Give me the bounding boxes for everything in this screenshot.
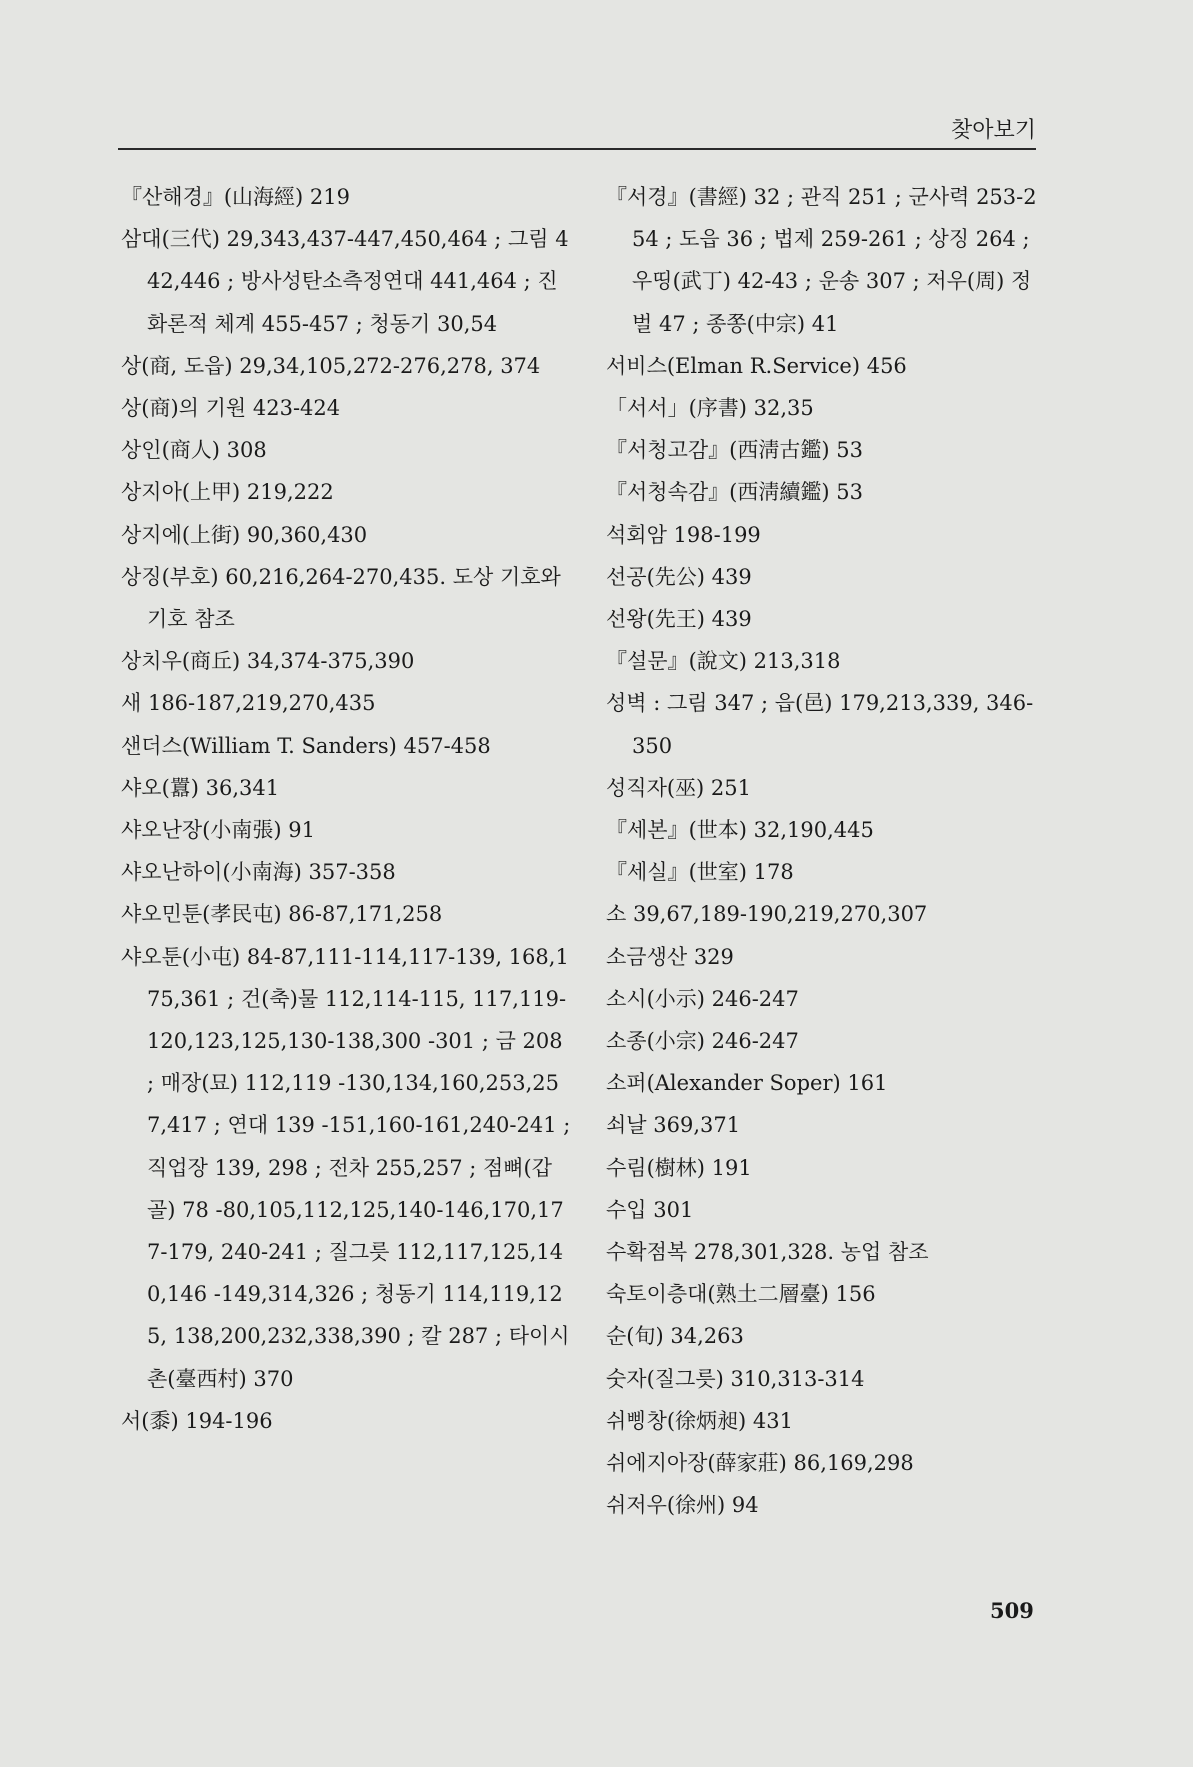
index-entry: 삼대(三代) 29,343,437-447,450,464 ; 그림 442,446 ; 방사성탄소측정연대 441,464 ; 진화론적 체계 455-457 ; 청동기 30,54 <box>121 227 569 336</box>
index-entry: 수림(樹林) 191 <box>606 1155 752 1180</box>
header-rule <box>118 148 1036 150</box>
index-entry: 『서청속감』(西淸續鑑) 53 <box>606 480 863 505</box>
index-entry: 『서청고감』(西淸古鑑) 53 <box>606 438 863 463</box>
index-entry: 『세실』(世室) 178 <box>606 860 794 885</box>
page-number: 509 <box>990 1598 1034 1623</box>
index-entry: 소시(小示) 246-247 <box>606 986 799 1011</box>
index-entry: 새 186-187,219,270,435 <box>121 691 376 716</box>
index-entry: 샌더스(William T. Sanders) 457-458 <box>121 733 491 758</box>
index-entry: 쉬삥창(徐炳昶) 431 <box>606 1408 794 1433</box>
index-entry: 소종(小宗) 246-247 <box>606 1029 799 1054</box>
index-entry: 성직자(巫) 251 <box>606 775 752 800</box>
index-entry: 상징(부호) 60,216,264-270,435. 도상 기호와 기호 참조 <box>121 564 561 632</box>
index-entry: 『산해경』(山海經) 219 <box>121 185 351 209</box>
index-entry: 『세본』(世本) 32,190,445 <box>606 818 874 843</box>
index-entry: 상지아(上甲) 219,222 <box>121 480 334 505</box>
index-entry: 선공(先公) 439 <box>606 564 752 589</box>
index-entry: 수확점복 278,301,328. 농업 참조 <box>606 1240 929 1265</box>
index-entry: 『설문』(說文) 213,318 <box>606 649 841 674</box>
index-column-right <box>606 176 1046 1527</box>
index-entry: 상(商, 도읍) 29,34,105,272-276,278, 374 <box>121 353 541 378</box>
index-entry: 상지에(上街) 90,360,430 <box>121 522 368 547</box>
index-column-left <box>121 176 576 1442</box>
index-entry: 순(旬) 34,263 <box>606 1324 744 1349</box>
index-entry: 샤오툰(小屯) 84-87,111-114,117-139, 168,175,361 ; 건(축)물 112,114-115, 117,119-120,123,125,130-138,300 -301 ; 금 208 ; 매장(묘) 112,119 -130,134,160,253,257,417 ; 연대 139 -151,160-161,240-241 ; 직업장 139, 298 ; 전차 255,257 ; 점뼈(갑골) 78 -80,105,112,125,140-146,170,177-179, 240-241 ; 질그릇 112,117,125,140,146 -149,314,326 ; 청동기 114,119,125, 138,200,232,338,390 ; 칼 287 ; 타이시 촌(臺西村) 370 <box>121 944 571 1391</box>
index-entry: 샤오난장(小南張) 91 <box>121 818 315 843</box>
index-entry: 「서서」(序書) 32,35 <box>606 396 814 421</box>
index-entry: 소금생산 329 <box>606 944 734 969</box>
index-entry: 서(黍) 194-196 <box>121 1408 273 1433</box>
running-header: 찾아보기 <box>950 118 1036 143</box>
index-entry: 쉬저우(徐州) 94 <box>606 1493 759 1518</box>
index-entry: 숫자(질그릇) 310,313-314 <box>606 1366 865 1391</box>
index-entry: 상치우(商丘) 34,374-375,390 <box>121 649 415 674</box>
index-entry: 석회암 198-199 <box>606 522 761 547</box>
index-entry: 쉬에지아장(薛家莊) 86,169,298 <box>606 1451 914 1476</box>
index-entry: 소 39,67,189-190,219,270,307 <box>606 902 928 927</box>
index-entry: 샤오(囂) 36,341 <box>121 775 280 800</box>
index-entry: 소퍼(Alexander Soper) 161 <box>606 1071 888 1096</box>
index-entry: 샤오난하이(小南海) 357-358 <box>121 860 396 885</box>
index-entry: 상(商)의 기원 423-424 <box>121 396 341 421</box>
index-entry: 수입 301 <box>606 1197 694 1222</box>
index-entry: 상인(商人) 308 <box>121 438 267 463</box>
index-entry: 『서경』(書經) 32 ; 관직 251 ; 군사력 253-254 ; 도읍 36 ; 법제 259-261 ; 상징 264 ; 우띵(武丁) 42-43 ; 운송 307 ; 저우(周) 정벌 47 ; 종쫑(中宗) 41 <box>606 185 1037 336</box>
index-entry: 선왕(先王) 439 <box>606 607 752 632</box>
index-entry: 숙토이층대(熟土二層臺) 156 <box>606 1282 876 1307</box>
index-entry: 쇠날 369,371 <box>606 1113 741 1138</box>
index-entry: 서비스(Elman R.Service) 456 <box>606 353 907 378</box>
index-entry: 샤오민툰(孝民屯) 86-87,171,258 <box>121 902 443 927</box>
index-entry: 성벽 : 그림 347 ; 읍(邑) 179,213,339, 346-350 <box>606 691 1034 758</box>
